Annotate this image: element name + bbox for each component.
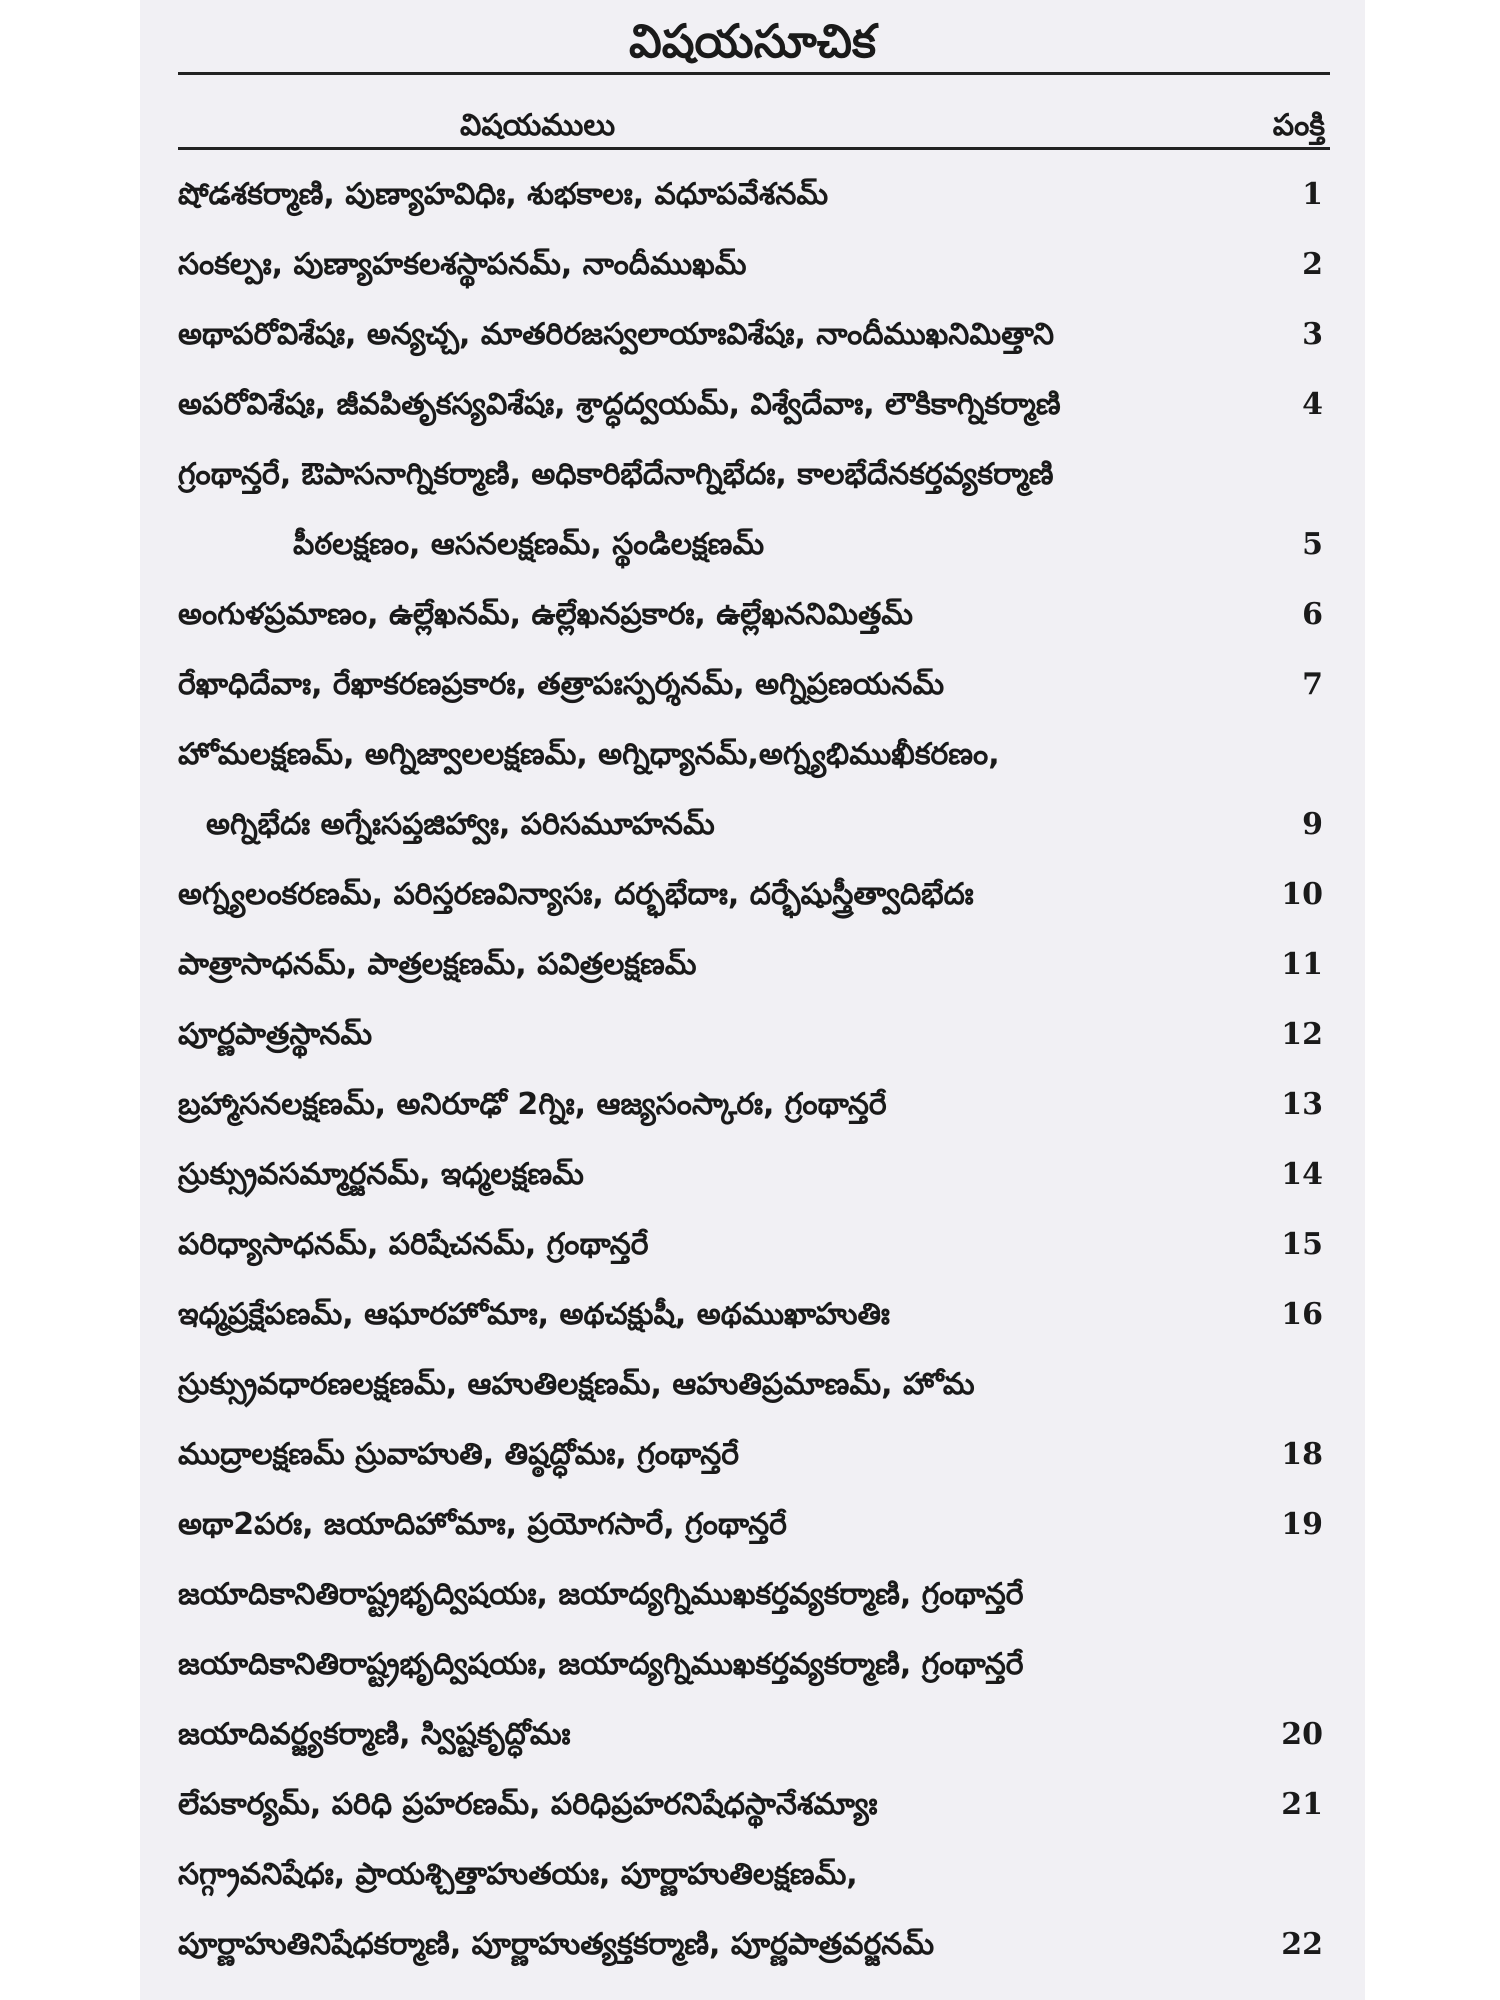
contents-row bbox=[178, 1420, 1323, 1490]
contents-row bbox=[178, 1560, 1323, 1630]
entry-text: అగ్నిభేదః అగ్నేఃసప్తజిహ్వాః, పరిసమూహనమ్ bbox=[206, 807, 715, 842]
entry-text: అథా2పరః, జయాదిహోమాః, ప్రయోగసారే, గ్రంథాన్తరే bbox=[178, 1507, 787, 1542]
entry-number: 7 bbox=[1302, 667, 1323, 702]
entry-number: 12 bbox=[1281, 1017, 1323, 1052]
contents-list bbox=[178, 160, 1323, 1980]
entry-number: 16 bbox=[1281, 1297, 1323, 1332]
book-page bbox=[140, 0, 1365, 2000]
contents-row bbox=[178, 230, 1323, 300]
entry-number: 18 bbox=[1281, 1437, 1323, 1472]
contents-row bbox=[178, 1630, 1323, 1700]
contents-row bbox=[178, 1840, 1323, 1910]
entry-number: 2 bbox=[1302, 247, 1323, 282]
page-title: విషయసూచిక bbox=[629, 14, 876, 68]
contents-row bbox=[178, 370, 1323, 440]
entry-number: 9 bbox=[1302, 807, 1323, 842]
contents-row bbox=[178, 580, 1323, 650]
entry-number: 1 bbox=[1302, 177, 1323, 212]
entry-text: సంకల్పః, పుణ్యాహకలశస్థాపనమ్, నాందీముఖమ్ bbox=[178, 247, 747, 282]
entry-number: 4 bbox=[1302, 387, 1323, 422]
entry-text: బ్రహ్మాసనలక్షణమ్, అనిరూఢో 2గ్నిః, ఆజ్యసంస్కారః, గ్రంథాన్తరే bbox=[178, 1087, 887, 1122]
entry-text: జయాదికానితిరాష్ట్రభృద్విషయః, జయాద్యగ్నిముఖకర్తవ్యకర్మాణి, గ్రంథాన్తరే bbox=[178, 1647, 1024, 1682]
entry-number: 22 bbox=[1281, 1927, 1323, 1962]
title-divider bbox=[178, 72, 1330, 75]
contents-row bbox=[178, 1210, 1323, 1280]
entry-number: 10 bbox=[1281, 877, 1323, 912]
contents-row bbox=[178, 1280, 1323, 1350]
contents-row bbox=[178, 300, 1323, 370]
entry-text: హోమలక్షణమ్, అగ్నిజ్వాలలక్షణమ్, అగ్నిధ్యానమ్,అగ్న్యభిముఖీకరణం, bbox=[178, 737, 1000, 772]
entry-text: పూర్ణాహుతినిషేధకర్మాణి, పూర్ణాహుత్యక్తకర్మాణి, పూర్ణపాత్రవర్జనమ్ bbox=[178, 1927, 935, 1962]
entry-text: షోడశకర్మాణి, పుణ్యాహవిధిః, శుభకాలః, వధూపవేశనమ్ bbox=[178, 177, 829, 212]
entry-text: జయాదివర్జ్యకర్మాణి, స్విష్టకృద్ధోమః bbox=[178, 1717, 571, 1752]
entry-number: 5 bbox=[1302, 527, 1323, 562]
column-header-line: పంక్తి bbox=[1272, 108, 1325, 143]
entry-number: 15 bbox=[1281, 1227, 1323, 1262]
contents-row bbox=[178, 1070, 1323, 1140]
entry-number: 19 bbox=[1281, 1507, 1323, 1542]
entry-number: 13 bbox=[1281, 1087, 1323, 1122]
entry-number: 3 bbox=[1302, 317, 1323, 352]
column-header-topics: విషయములు bbox=[460, 108, 616, 143]
entry-text: అంగుళప్రమాణం, ఉల్లేఖనమ్, ఉల్లేఖనప్రకారః, ఉల్లేఖననిమిత్తమ్ bbox=[178, 597, 914, 632]
contents-row bbox=[178, 1770, 1323, 1840]
entry-text: స్రుక్స్రువధారణలక్షణమ్, ఆహుతిలక్షణమ్, ఆహుతిప్రమాణమ్, హోమ bbox=[178, 1367, 975, 1402]
entry-text: పరిధ్యాసాధనమ్, పరిషేచనమ్, గ్రంథాన్తరే bbox=[178, 1227, 649, 1262]
entry-text: లేపకార్యమ్, పరిధి ప్రహరణమ్, పరిధిప్రహరనిషేధస్థానేశమ్యాః bbox=[178, 1787, 878, 1822]
entry-number: 20 bbox=[1281, 1717, 1323, 1752]
contents-row bbox=[178, 720, 1323, 790]
entry-text: ఇధ్మప్రక్షేపణమ్, ఆఘారహోమాః, అథచక్షుషీ, అథముఖాహుతిః bbox=[178, 1297, 890, 1332]
contents-row bbox=[178, 440, 1323, 510]
entry-number: 14 bbox=[1281, 1157, 1323, 1192]
entry-text: స్రుక్స్రువసమ్మార్జనమ్, ఇధ్మలక్షణమ్ bbox=[178, 1157, 584, 1192]
contents-row bbox=[178, 1700, 1323, 1770]
entry-text: గ్రంథాన్తరే, ఔపాసనాగ్నికర్మాణి, అధికారిభేదేనాగ్నిభేదః, కాలభేదేనకర్తవ్యకర్మాణి bbox=[178, 457, 1054, 492]
entry-text: అపరోవిశేషః, జీవపితృకస్యవిశేషః, శ్రాద్ధద్వయమ్, విశ్వేదేవాః, లౌకికాగ్నికర్మాణి bbox=[178, 387, 1061, 422]
contents-row bbox=[178, 160, 1323, 230]
entry-text: అగ్న్యలంకరణమ్, పరిస్తరణవిన్యాసః, దర్భభేదాః, దర్భేషుస్త్రీత్వాదిభేదః bbox=[178, 877, 974, 912]
contents-row bbox=[178, 1910, 1323, 1980]
entry-number: 6 bbox=[1302, 597, 1323, 632]
entry-text: సగ్గ్రావనిషేధః, ప్రాయశ్చిత్తాహుతయః, పూర్ణాహుతిలక్షణమ్, bbox=[178, 1857, 858, 1892]
contents-row bbox=[178, 1350, 1323, 1420]
entry-text: జయాదికానితిరాష్ట్రభృద్విషయః, జయాద్యగ్నిముఖకర్తవ్యకర్మాణి, గ్రంథాన్తరే bbox=[178, 1577, 1024, 1612]
contents-row bbox=[178, 860, 1323, 930]
entry-text: పీఠలక్షణం, ఆసనలక్షణమ్, స్థండిలక్షణమ్ bbox=[293, 527, 765, 562]
contents-row bbox=[178, 1140, 1323, 1210]
entry-number: 11 bbox=[1281, 947, 1323, 982]
contents-row bbox=[178, 510, 1323, 580]
entry-text: రేఖాధిదేవాః, రేఖాకరణప్రకారః, తత్రాపఃస్పర్శనమ్, అగ్నిప్రణయనమ్ bbox=[178, 667, 945, 702]
entry-text: పాత్రాసాధనమ్, పాత్రలక్షణమ్, పవిత్రలక్షణమ్ bbox=[178, 947, 697, 982]
contents-row bbox=[178, 1000, 1323, 1070]
entry-text: అథాపరోవిశేషః, అన్యచ్చ, మాతరిరజస్వలాయాఃవిశేషః, నాందీముఖనిమిత్తాని bbox=[178, 317, 1055, 352]
entry-text: పూర్ణపాత్రస్థానమ్ bbox=[178, 1017, 373, 1052]
entry-number: 21 bbox=[1281, 1787, 1323, 1822]
entry-text: ముద్రాలక్షణమ్ స్రువాహుతి, తిష్ఠద్ధోమః, గ్రంథాన్తరే bbox=[178, 1437, 740, 1472]
header-divider bbox=[178, 147, 1330, 150]
contents-row bbox=[178, 650, 1323, 720]
contents-row bbox=[178, 930, 1323, 1000]
contents-row bbox=[178, 790, 1323, 860]
contents-row bbox=[178, 1490, 1323, 1560]
